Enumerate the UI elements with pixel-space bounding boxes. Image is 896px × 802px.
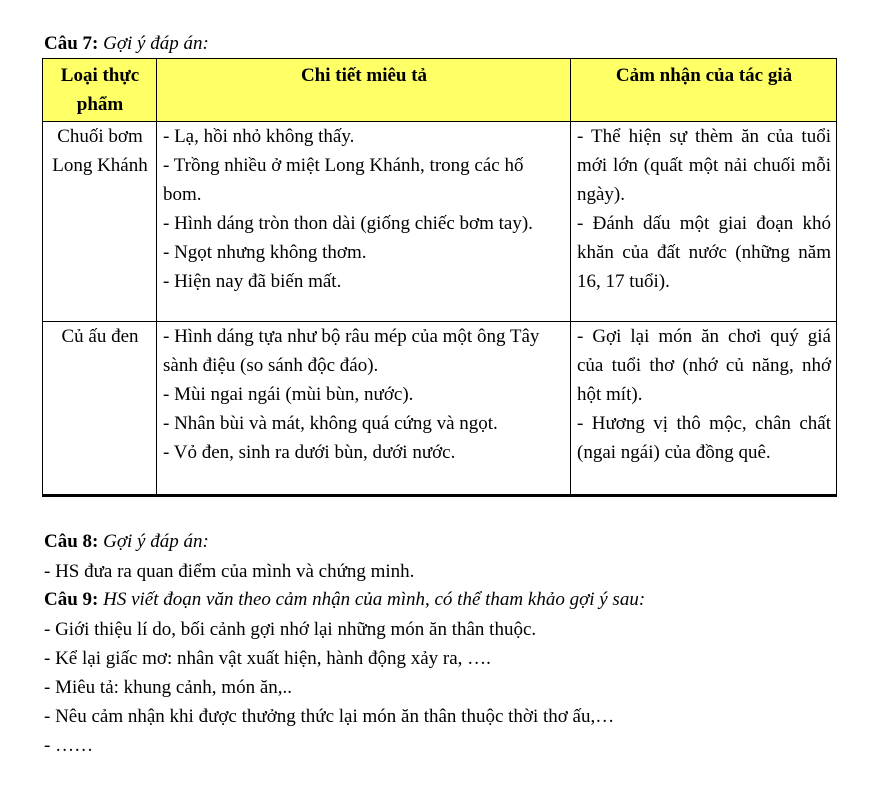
- food-name-cell: [43, 322, 157, 496]
- detail-item: - Trồng nhiều ở miệt Long Khánh, trong các hố bom.: [163, 155, 524, 205]
- q9-line: - ……: [44, 735, 94, 756]
- answer-table: [42, 58, 837, 497]
- details-cell: [157, 122, 571, 322]
- feeling-item: - Thể hiện sự thèm ăn của tuổi mới lớn (quất một nải chuối mỗi ngày).: [577, 126, 831, 205]
- q9-heading: [44, 586, 645, 614]
- header-food-type: Loại thực phẩm: [43, 59, 157, 122]
- food-name-cell: [43, 122, 157, 322]
- q9-line: - Kể lại giấc mơ: nhân vật xuất hiện, hành động xảy ra, ….: [44, 648, 491, 669]
- q8-subtitle: Gợi ý đáp án:: [103, 531, 209, 552]
- q7-subtitle: Gợi ý đáp án:: [103, 33, 209, 54]
- q8-label: Câu 8:: [44, 531, 99, 552]
- detail-item: - Mùi ngai ngái (mùi bùn, nước).: [163, 384, 414, 405]
- q8-heading: [44, 528, 209, 556]
- q9-label: Câu 9:: [44, 589, 99, 610]
- header-author-feelings: Cảm nhận của tác giả: [571, 59, 837, 122]
- details-cell: [157, 322, 571, 496]
- q9-subtitle: HS viết đoạn văn theo cảm nhận của mình, có thể tham khảo gợi ý sau:: [103, 589, 646, 610]
- table-header-row: [43, 59, 837, 122]
- detail-item: - Nhân bùi và mát, không quá cứng và ngọt.: [163, 413, 498, 434]
- feelings-cell: [571, 322, 837, 496]
- q7-label: Câu 7:: [44, 33, 99, 54]
- food-name: Chuối bơm Long Khánh: [52, 126, 148, 176]
- header-details: Chi tiết miêu tả: [157, 59, 571, 122]
- q9-line: - Giới thiệu lí do, bối cảnh gợi nhớ lại những món ăn thân thuộc.: [44, 619, 537, 640]
- feelings-cell: [571, 122, 837, 322]
- feeling-item: - Hương vị thô mộc, chân chất (ngai ngái) của đồng quê.: [577, 413, 831, 463]
- detail-item: - Ngọt nhưng không thơm.: [163, 242, 367, 263]
- detail-item: - Lạ, hồi nhỏ không thấy.: [163, 126, 355, 147]
- detail-item: - Hiện nay đã biến mất.: [163, 271, 342, 292]
- table-row: [43, 322, 837, 496]
- feeling-item: - Đánh dấu một giai đoạn khó khăn của đất nước (những năm 16, 17 tuổi).: [577, 213, 831, 292]
- feeling-item: - Gợi lại món ăn chơi quý giá của tuổi thơ (nhớ củ năng, nhớ hột mít).: [577, 326, 831, 405]
- q7-heading: [44, 30, 209, 58]
- q9-line: - Nêu cảm nhận khi được thưởng thức lại món ăn thân thuộc thời thơ ấu,…: [44, 706, 615, 727]
- detail-item: - Hình dáng tựa như bộ râu mép của một ông Tây sành điệu (so sánh độc đáo).: [163, 326, 540, 376]
- detail-item: - Hình dáng tròn thon dài (giống chiếc bơm tay).: [163, 213, 533, 234]
- q9-line: - Miêu tả: khung cảnh, món ăn,..: [44, 677, 293, 698]
- food-name: Củ ấu đen: [61, 326, 139, 347]
- q8-line: - HS đưa ra quan điểm của mình và chứng minh.: [44, 561, 415, 582]
- detail-item: - Vỏ đen, sinh ra dưới bùn, dưới nước.: [163, 442, 456, 463]
- table-row: [43, 122, 837, 322]
